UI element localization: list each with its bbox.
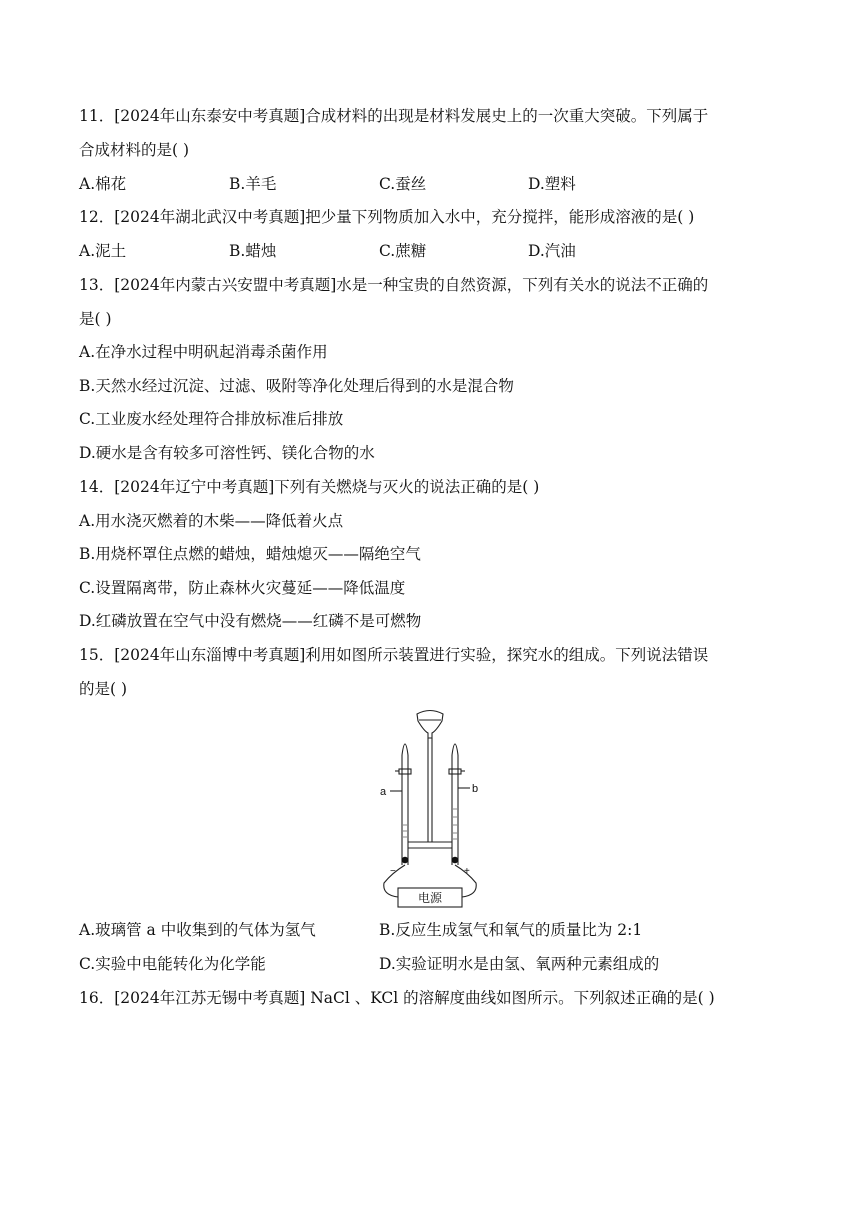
q14-stem-line1: 14．[2024年辽宁中考真题]下列有关燃烧与灭火的说法正确的是( ) [79,478,540,496]
q13-stem-line1: 13．[2024年内蒙古兴安盟中考真题]水是一种宝贵的自然资源，下列有关水的说法不正确的 [79,276,709,294]
q12-option-b: B.蜡烛 [229,242,277,260]
electrolysis-apparatus-figure [370,705,490,913]
reservoir-funnel [417,711,443,739]
q15-stem-line1: 15．[2024年山东淄博中考真题]利用如图所示装置进行实验，探究水的组成。下列说法错误 [79,646,709,664]
q12-option-d: D.汽油 [528,242,576,260]
q14-option-b: B.用烧杯罩住点燃的蜡烛，蜡烛熄灭——隔绝空气 [79,545,421,563]
left-stopcock [399,769,411,774]
negative-terminal-label: − [390,866,396,877]
q15-stem-line2: 的是( ) [79,680,128,698]
power-supply-label: 电源 [417,891,443,905]
q14-option-a: A.用水浇灭燃着的木柴——降低着火点 [79,512,344,530]
q13-option-d: D.硬水是含有较多可溶性钙、镁化合物的水 [79,444,375,462]
q13-stem-line2: 是( ) [79,310,112,328]
q15-option-d: D.实验证明水是由氢、氧两种元素组成的 [379,955,660,973]
q13-option-b: B.天然水经过沉淀、过滤、吸附等净化处理后得到的水是混合物 [79,377,514,395]
q12-stem-line1: 12．[2024年湖北武汉中考真题]把少量下列物质加入水中，充分搅拌，能形成溶液的是( ) [79,208,695,226]
q16-stem-line1: 16．[2024年江苏无锡中考真题] NaCl 、KCl 的溶解度曲线如图所示。下列叙述正确的是( ) [79,989,715,1007]
tube-b-label: b [472,783,479,795]
q12-option-c: C.蔗糖 [379,242,427,260]
right-stopcock [449,769,461,774]
q11-stem-line2: 合成材料的是( ) [79,141,190,159]
q11-option-a: A.棉花 [79,175,127,193]
anode-electrode [452,857,459,864]
q15-option-c: C.实验中电能转化为化学能 [79,955,266,973]
positive-terminal-label: + [464,866,470,877]
q12-option-a: A.泥土 [79,242,127,260]
q15-option-a: A.玻璃管 a 中收集到的气体为氢气 [79,921,316,939]
q11-stem-line1: 11．[2024年山东泰安中考真题]合成材料的出现是材料发展史上的一次重大突破。下列属于 [79,107,709,125]
tube-a-label: a [380,786,387,798]
q13-option-c: C.工业废水经处理符合排放标准后排放 [79,410,344,428]
q14-option-c: C.设置隔离带，防止森林火灾蔓延——降低温度 [79,579,406,597]
q14-option-d: D.红磷放置在空气中没有燃烧——红磷不是可燃物 [79,612,422,630]
q11-option-d: D.塑料 [528,175,576,193]
q11-option-c: C.蚕丝 [379,175,427,193]
q13-option-a: A.在净水过程中明矾起消毒杀菌作用 [79,343,328,361]
cathode-electrode [402,857,409,864]
q11-option-b: B.羊毛 [229,175,277,193]
q15-option-b: B.反应生成氢气和氧气的质量比为 2:1 [379,921,643,939]
